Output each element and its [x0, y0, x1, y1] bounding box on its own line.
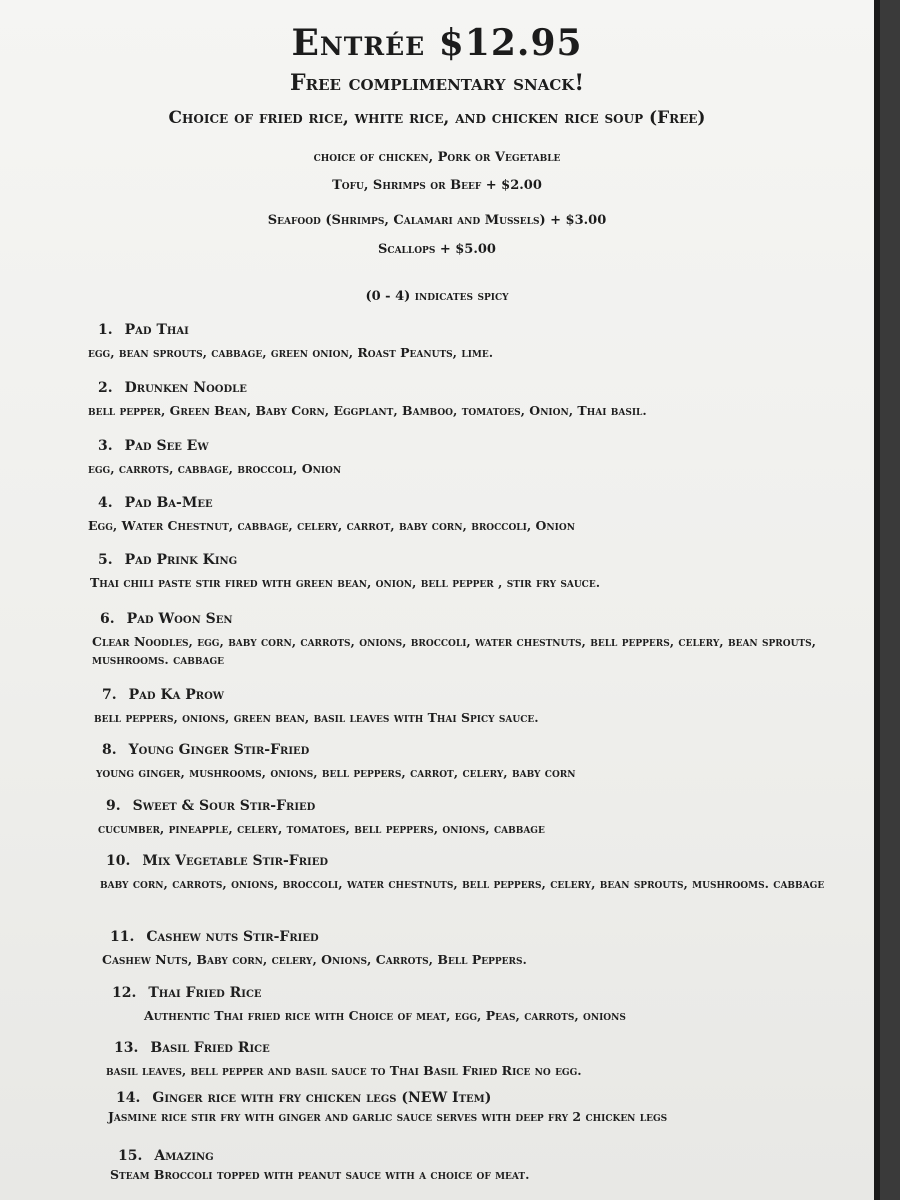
item-number: 8.	[102, 742, 117, 758]
item-description: Clear Noodles, egg, baby corn, carrots, onions, broccoli, water chestnuts, bell peppers, celery, bean sprouts, mushrooms. cabbage	[92, 634, 816, 667]
item-name: Thai Fried Rice	[148, 985, 262, 1001]
item-name-line	[102, 929, 862, 945]
menu-item	[94, 687, 854, 727]
item-number: 6.	[100, 611, 115, 627]
menu-item	[106, 1040, 866, 1080]
item-name-line	[110, 1148, 870, 1164]
option-line: Seafood (Shrimps, Calamari and Mussels) + $3.00	[267, 213, 607, 228]
item-name-line	[100, 853, 860, 869]
item-description: Jasmine rice stir fry with ginger and garlic sauce serves with deep fry 2 chicken legs	[108, 1109, 668, 1124]
menu-item	[100, 853, 860, 893]
item-name: Pad See Ew	[124, 438, 209, 454]
item-description: young ginger, mushrooms, onions, bell peppers, carrot, celery, baby corn	[96, 765, 576, 780]
item-number: 3.	[98, 438, 113, 454]
item-name: Basil Fried Rice	[150, 1040, 270, 1056]
item-description: baby corn, carrots, onions, broccoli, water chestnuts, bell peppers, celery, bean sprouts, mushrooms. cabbage	[100, 876, 825, 891]
item-number: 2.	[98, 380, 113, 396]
menu-title: Entrée $12.95	[291, 22, 583, 64]
item-name: Pad Ka Prow	[128, 687, 225, 703]
menu-item	[88, 438, 848, 478]
item-number: 4.	[98, 495, 113, 511]
item-name: Young Ginger Stir-Fried	[128, 742, 310, 758]
item-name-line	[98, 798, 858, 814]
item-number: 11.	[110, 929, 135, 945]
item-description: egg, carrots, cabbage, broccoli, Onion	[88, 461, 342, 476]
item-description: cucumber, pineapple, celery, tomatoes, bell peppers, onions, cabbage	[98, 821, 545, 836]
menu-item	[88, 495, 848, 535]
item-name-line	[108, 1090, 868, 1106]
item-name: Mix Vegetable Stir-Fried	[142, 853, 329, 869]
item-name-line	[92, 611, 852, 627]
item-description: Authentic Thai fried rice with Choice of meat, egg, Peas, carrots, onions	[144, 1008, 626, 1023]
item-name: Pad Ba-Mee	[124, 495, 213, 511]
item-description: bell pepper, Green Bean, Baby Corn, Eggplant, Bamboo, tomatoes, Onion, Thai basil.	[88, 403, 647, 418]
item-description: Egg, Water Chestnut, cabbage, celery, carrot, baby corn, broccoli, Onion	[88, 518, 575, 533]
item-name-line	[94, 687, 854, 703]
spicy-note: (0 - 4) indicates spicy	[365, 289, 509, 304]
menu-item	[92, 611, 852, 669]
menu-item	[102, 929, 862, 969]
item-name: Drunken Noodle	[124, 380, 247, 396]
item-number: 10.	[106, 853, 131, 869]
item-number: 14.	[116, 1090, 141, 1106]
item-name: Cashew nuts Stir-Fried	[146, 929, 319, 945]
item-name: Pad Woon Sen	[126, 611, 233, 627]
menu-item	[90, 552, 850, 592]
item-name-line	[88, 438, 848, 454]
item-description: Cashew Nuts, Baby corn, celery, Onions, Carrots, Bell Peppers.	[102, 952, 527, 967]
menu-item	[96, 742, 856, 782]
option-line: choice of chicken, Pork or Vegetable	[313, 150, 561, 165]
menu-item	[88, 322, 848, 362]
item-description: egg, bean sprouts, cabbage, green onion, Roast Peanuts, lime.	[88, 345, 494, 360]
item-number: 1.	[98, 322, 113, 338]
item-number: 5.	[98, 552, 113, 568]
item-name: Ginger rice with fry chicken legs (NEW Item)	[152, 1090, 492, 1106]
menu-item	[110, 1148, 870, 1184]
menu-item	[88, 380, 848, 420]
item-number: 13.	[114, 1040, 139, 1056]
item-name-line	[90, 552, 850, 568]
option-line: Tofu, Shrimps or Beef + $2.00	[332, 178, 542, 193]
menu-item	[98, 798, 858, 838]
menu-item	[104, 985, 864, 1025]
item-name: Amazing	[154, 1148, 214, 1164]
item-name-line	[88, 380, 848, 396]
item-description: Thai chili paste stir fired with green bean, onion, bell pepper , stir fry sauce.	[90, 575, 601, 590]
option-line: Scallops + $5.00	[378, 242, 496, 257]
menu-item	[108, 1090, 868, 1126]
item-name-line	[104, 985, 864, 1001]
menu-subtitle: Free complimentary snack!	[290, 70, 584, 96]
item-name-line	[88, 322, 848, 338]
item-name-line	[88, 495, 848, 511]
item-number: 9.	[106, 798, 121, 814]
item-number: 15.	[118, 1148, 143, 1164]
item-description: basil leaves, bell pepper and basil sauce to Thai Basil Fried Rice no egg.	[106, 1063, 582, 1078]
item-number: 7.	[102, 687, 117, 703]
item-name-line	[96, 742, 856, 758]
rice-choice: Choice of fried rice, white rice, and chicken rice soup (Free)	[168, 108, 706, 128]
item-name: Pad Prink King	[124, 552, 238, 568]
item-number: 12.	[112, 985, 137, 1001]
item-name-line	[106, 1040, 866, 1056]
item-description: bell peppers, onions, green bean, basil leaves with Thai Spicy sauce.	[94, 710, 539, 725]
item-name: Pad Thai	[124, 322, 189, 338]
item-name: Sweet & Sour Stir-Fried	[132, 798, 316, 814]
item-description: Steam Broccoli topped with peanut sauce with a choice of meat.	[110, 1167, 530, 1182]
